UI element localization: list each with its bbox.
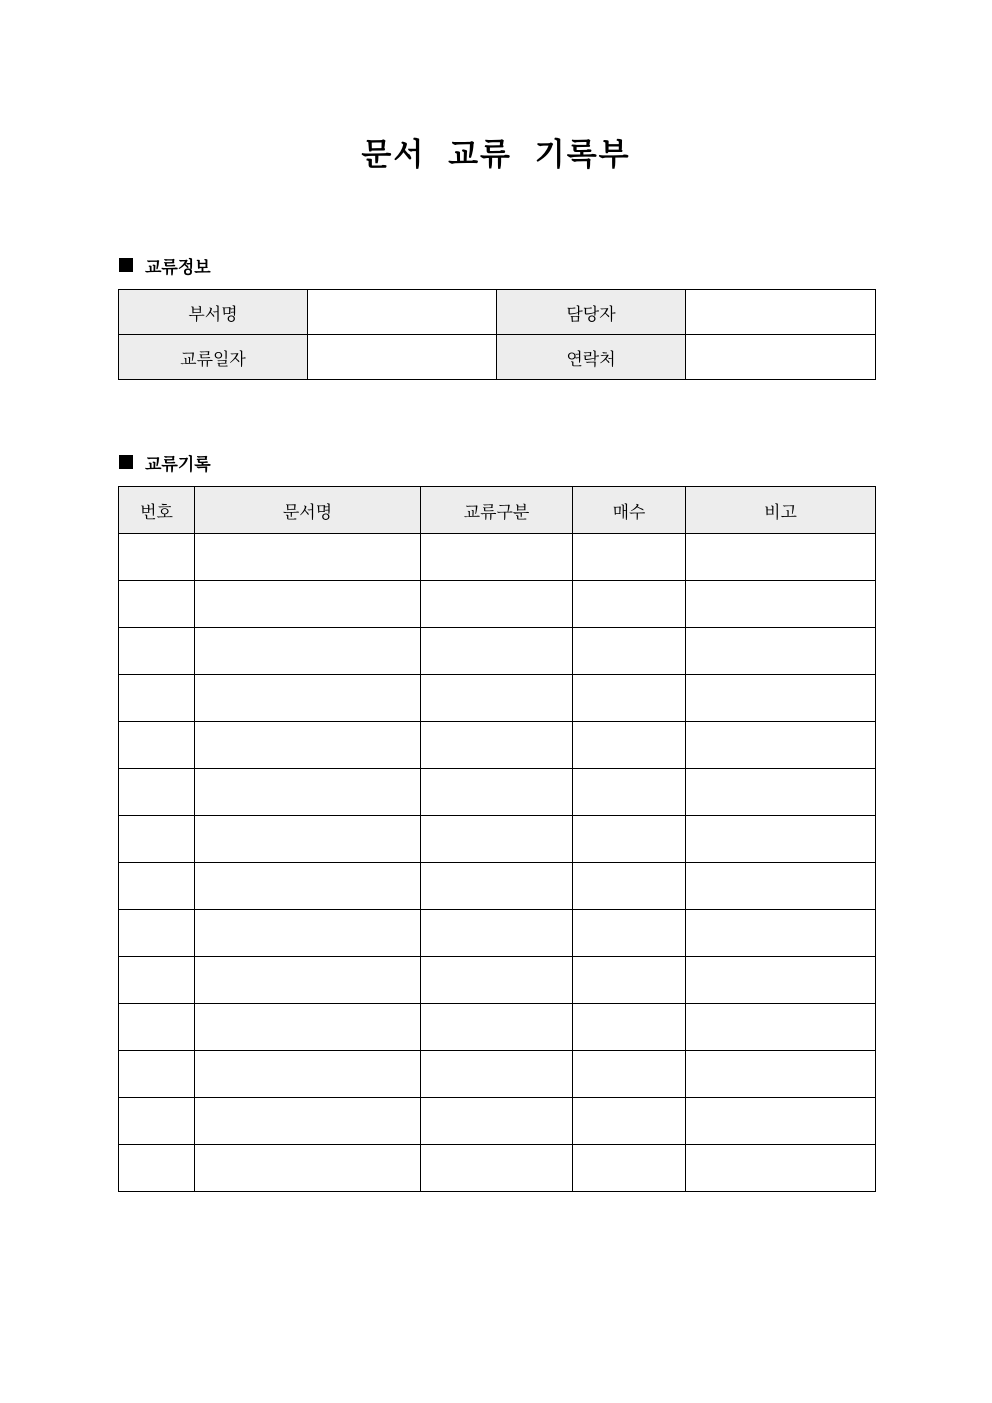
number-cell[interactable] [119,1051,195,1098]
remarks-cell[interactable] [686,910,876,957]
document-name-cell[interactable] [195,628,421,675]
remarks-cell[interactable] [686,1004,876,1051]
page-count-cell[interactable] [573,1145,686,1192]
page-count-cell[interactable] [573,581,686,628]
number-cell[interactable] [119,675,195,722]
table-row [119,1051,876,1098]
exchange-type-cell[interactable] [421,1051,573,1098]
contact-field[interactable] [686,335,876,380]
black-square-icon [119,455,133,469]
remarks-cell[interactable] [686,675,876,722]
remarks-cell[interactable] [686,534,876,581]
exchange-type-cell[interactable] [421,675,573,722]
manager-field[interactable] [686,290,876,335]
document-name-cell[interactable] [195,1051,421,1098]
page-count-cell[interactable] [573,722,686,769]
table-row [119,910,876,957]
remarks-cell[interactable] [686,863,876,910]
table-row [119,628,876,675]
contact-label: 연락처 [497,335,686,380]
exchange-type-cell[interactable] [421,910,573,957]
table-row [119,957,876,1004]
exchange-type-cell[interactable] [421,628,573,675]
section-heading-exchange-info [119,253,211,277]
page-count-cell[interactable] [573,816,686,863]
document-name-cell[interactable] [195,1004,421,1051]
page-count-cell[interactable] [573,1098,686,1145]
page-count-cell[interactable] [573,534,686,581]
exchange-type-cell[interactable] [421,581,573,628]
remarks-cell[interactable] [686,1051,876,1098]
exchange-type-cell[interactable] [421,1098,573,1145]
exchange-date-field[interactable] [308,335,497,380]
document-name-cell[interactable] [195,534,421,581]
remarks-cell[interactable] [686,628,876,675]
exchange-records-table [118,486,876,1192]
section-heading-label: 교류정보 [145,257,211,278]
exchange-date-label: 교류일자 [119,335,308,380]
exchange-type-cell[interactable] [421,957,573,1004]
exchange-info-table [118,289,876,380]
number-cell[interactable] [119,534,195,581]
exchange-type-cell[interactable] [421,1004,573,1051]
number-cell[interactable] [119,722,195,769]
remarks-cell[interactable] [686,581,876,628]
page-count-cell[interactable] [573,1004,686,1051]
page-count-cell[interactable] [573,863,686,910]
document-name-cell[interactable] [195,910,421,957]
table-row [119,534,876,581]
remarks-cell[interactable] [686,769,876,816]
exchange-type-cell[interactable] [421,816,573,863]
number-cell[interactable] [119,816,195,863]
table-row [119,863,876,910]
page-count-cell[interactable] [573,910,686,957]
column-header-exchange-type: 교류구분 [421,487,573,534]
column-header-document-name: 문서명 [195,487,421,534]
table-row [119,722,876,769]
remarks-cell[interactable] [686,722,876,769]
number-cell[interactable] [119,1145,195,1192]
table-row [119,1004,876,1051]
department-field[interactable] [308,290,497,335]
manager-label: 담당자 [497,290,686,335]
table-row [119,769,876,816]
exchange-type-cell[interactable] [421,722,573,769]
page-count-cell[interactable] [573,1051,686,1098]
section-heading-label: 교류기록 [145,454,211,475]
number-cell[interactable] [119,581,195,628]
page-count-cell[interactable] [573,957,686,1004]
department-label: 부서명 [119,290,308,335]
section-heading-exchange-records [119,450,211,474]
remarks-cell[interactable] [686,1145,876,1192]
document-name-cell[interactable] [195,1145,421,1192]
exchange-type-cell[interactable] [421,863,573,910]
document-name-cell[interactable] [195,957,421,1004]
remarks-cell[interactable] [686,957,876,1004]
page-count-cell[interactable] [573,628,686,675]
table-row [119,581,876,628]
number-cell[interactable] [119,628,195,675]
document-name-cell[interactable] [195,675,421,722]
document-name-cell[interactable] [195,1098,421,1145]
info-row [119,335,876,380]
table-row [119,675,876,722]
number-cell[interactable] [119,863,195,910]
column-header-page-count: 매수 [573,487,686,534]
exchange-type-cell[interactable] [421,1145,573,1192]
number-cell[interactable] [119,769,195,816]
table-row [119,1098,876,1145]
number-cell[interactable] [119,910,195,957]
number-cell[interactable] [119,957,195,1004]
document-name-cell[interactable] [195,863,421,910]
document-name-cell[interactable] [195,581,421,628]
column-header-number: 번호 [119,487,195,534]
number-cell[interactable] [119,1098,195,1145]
table-row [119,1145,876,1192]
info-row [119,290,876,335]
page-count-cell[interactable] [573,769,686,816]
document-name-cell[interactable] [195,769,421,816]
exchange-type-cell[interactable] [421,534,573,581]
remarks-cell[interactable] [686,816,876,863]
document-name-cell[interactable] [195,722,421,769]
document-name-cell[interactable] [195,816,421,863]
black-square-icon [119,258,133,272]
exchange-type-cell[interactable] [421,769,573,816]
document-title: 문서 교류 기록부 [361,137,631,173]
remarks-cell[interactable] [686,1098,876,1145]
table-row [119,816,876,863]
column-header-remarks: 비고 [686,487,876,534]
records-header-row [119,487,876,534]
records-body [119,534,876,1192]
page-count-cell[interactable] [573,675,686,722]
number-cell[interactable] [119,1004,195,1051]
